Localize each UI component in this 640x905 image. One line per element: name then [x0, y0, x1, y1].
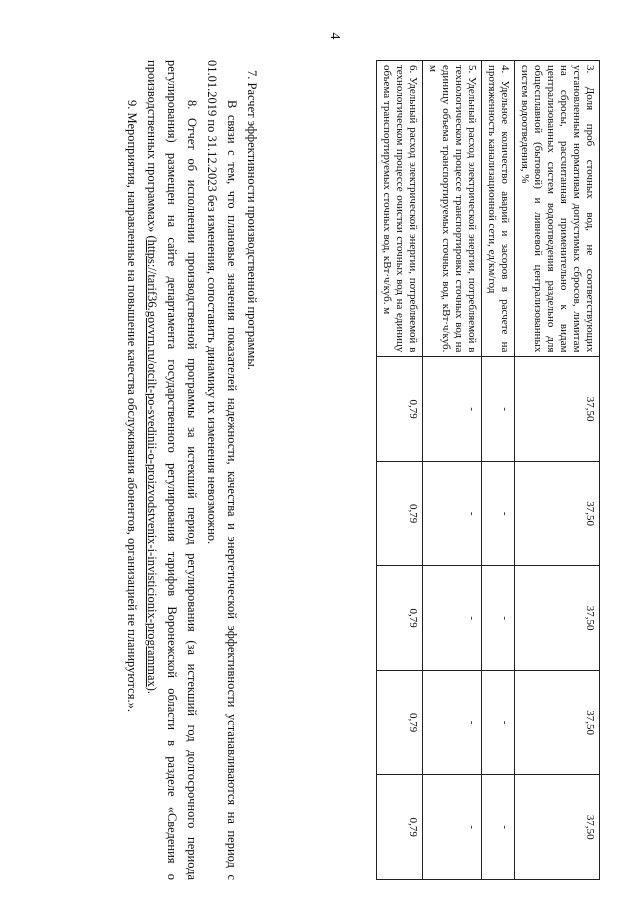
paragraph-report: [142, 60, 202, 880]
section-heading: 7. Расчет эффективности производственной программы.: [245, 70, 259, 370]
indicator-value: -: [482, 461, 515, 566]
indicator-value: -: [423, 670, 482, 775]
text-block: [122, 60, 262, 880]
report-text-start: 8. Отчет об исполнении производственной программы за истекший период регулирования (за истекший год долгосрочного периода регулирования) размещен на сайте департамента государственного регулирования тарифов Воронежской области в разделе «Сведения о производственных программах» (: [145, 60, 199, 880]
rotated-content: [40, 60, 600, 890]
indicator-value: 37,50: [515, 461, 600, 566]
indicators-table: [376, 60, 600, 880]
indicator-value: -: [482, 357, 515, 462]
indicator-value: 0,79: [377, 775, 423, 880]
indicator-value: -: [482, 670, 515, 775]
indicator-value: -: [482, 566, 515, 671]
indicator-value: 0,79: [377, 357, 423, 462]
indicator-name: 6. Удельный расход электрической энергии, потребляемой в технологическом процессе очистки сточных вод на единицу объема транспортируемых сточных вод, кВт·ч/куб. м: [377, 61, 423, 357]
indicator-name: 4. Удельное количество аварий и засоров в расчете на протяженность канализационной сети, ед/км/год: [482, 61, 515, 357]
indicator-value: 0,79: [377, 566, 423, 671]
indicator-value: 37,50: [515, 670, 600, 775]
indicator-value: 0,79: [377, 670, 423, 775]
report-text-end: ).: [145, 686, 159, 695]
indicator-value: 37,50: [515, 357, 600, 462]
indicator-value: -: [482, 775, 515, 880]
indicator-value: 37,50: [515, 775, 600, 880]
paragraph-dynamics: В связи с тем, что плановые значения показателей надежности, качества и энергетической эффективности устанавливаются на период с 01.01.2019 по 31.12.2023 без изменения, сопоставить динамику их изменения невозможно.: [205, 60, 239, 880]
table-row: [423, 61, 482, 880]
paragraph-measures: 9. Мероприятия, направленные на повышение качества обслуживания абонентов, организацией не планируются.».: [125, 100, 139, 712]
indicator-name: 5. Удельный расход электрической энергии, потребляемой в технологическом процессе транспортировки сточных вод на единицу объема транспортируемых сточных вод, кВт·ч/куб. м: [423, 61, 482, 357]
page-number: 4: [327, 32, 342, 40]
indicator-value: -: [423, 566, 482, 671]
table-row: [482, 61, 515, 880]
table-row: [377, 61, 423, 880]
table-row: [515, 61, 600, 880]
indicator-value: -: [423, 357, 482, 462]
indicator-value: -: [423, 775, 482, 880]
indicator-name: 3. Доля проб сточных вод, не соответствующих установленным нормативам допустимых сбросов, лимитам на сбросы, рассчитанная применительно к видам централизованных систем водоотведения раздельно для общесплавной (бытовой) и ливневой централизованных систем водоотведения, %: [515, 61, 600, 357]
report-link[interactable]: https://tarif36.govvrn.ru/otcilt-po-svedinii-o-proizvodstvenix-i-invisticionix-programmax: [145, 239, 159, 687]
indicator-value: 0,79: [377, 461, 423, 566]
indicator-value: -: [423, 461, 482, 566]
indicator-value: 37,50: [515, 566, 600, 671]
